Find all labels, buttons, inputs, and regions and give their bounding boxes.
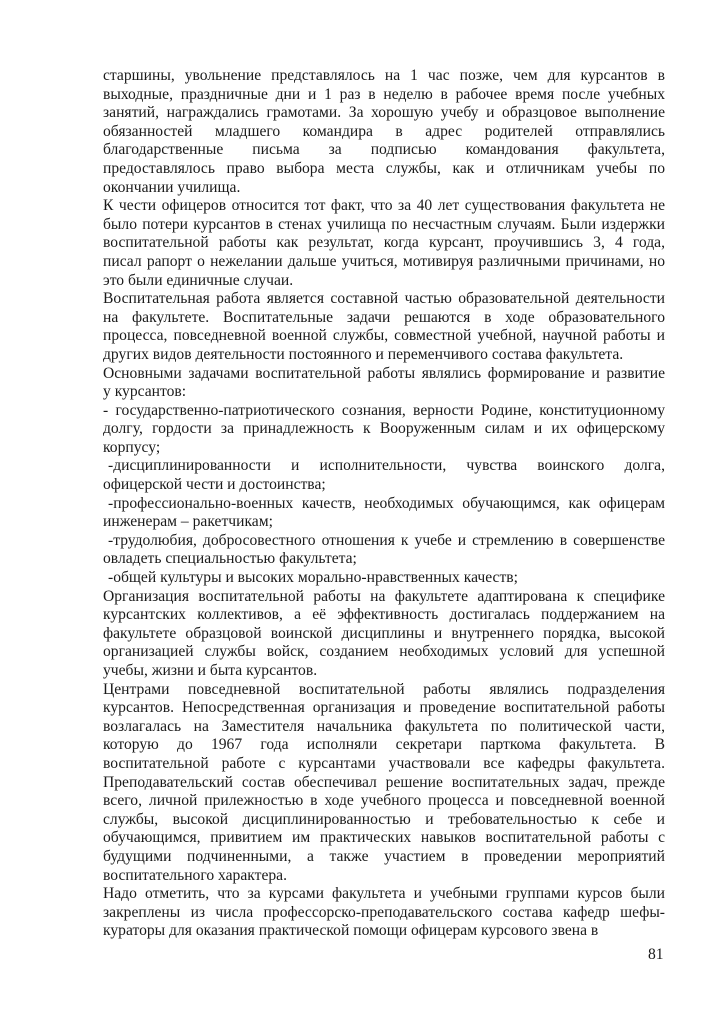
text-line: -профессионально-военных качеств, необходимых обучающимся, как офицерам bbox=[108, 494, 665, 512]
text-line: занятий, награждались грамотами. За хорошую учебу и образцовое выполнение bbox=[103, 104, 665, 122]
text-line: долгу, гордости за принадлежность к Вооруженным силам и их офицерскому bbox=[103, 420, 665, 438]
text-line: Основными задачами воспитательной работы являлись формирование и развитие bbox=[103, 364, 665, 382]
text-line: кураторы для оказания практической помощи офицерам курсового звена в bbox=[103, 922, 599, 940]
text-line: Организация воспитательной работы на факультете адаптирована к специфике bbox=[103, 587, 665, 605]
text-line: Надо отметить, что за курсами факультета и учебными группами курсов были bbox=[103, 885, 665, 903]
text-line: корпусу; bbox=[103, 438, 161, 456]
text-line: воспитательного характера. bbox=[103, 866, 288, 884]
text-line: благодарственные письма за подписью командования факультета, bbox=[103, 141, 665, 159]
text-line: писал рапорт о нежелании дальше учиться, мотивируя различными причинами, но bbox=[103, 252, 665, 270]
text-line: других видов деятельности постоянного и переменчивого состава факультета. bbox=[103, 345, 624, 363]
text-line: - государственно-патриотического сознания, верности Родине, конституционному bbox=[103, 401, 665, 419]
text-line: Воспитательная работа является составной частью образовательной деятельности bbox=[103, 290, 665, 308]
text-line: которую до 1967 года исполняли секретари парткома факультета. В bbox=[103, 736, 665, 754]
text-line: овладеть специальностью факультета; bbox=[103, 550, 357, 568]
text-line: предоставлялось право выбора места службы, как и отличникам учебы по bbox=[103, 159, 665, 177]
text-line: -трудолюбия, добросовестного отношения к учебе и стремлению в совершенстве bbox=[108, 531, 665, 549]
text-line: обучающимся, привитием им практических навыков воспитательной работы с bbox=[103, 829, 665, 847]
text-line: возлагалась на Заместителя начальника факультета по политической части, bbox=[103, 717, 665, 735]
text-line: процесса, повседневной военной службы, совместной учебной, научной работы и bbox=[103, 327, 665, 345]
text-line: учебы, жизни и быта курсантов. bbox=[103, 662, 318, 679]
text-line: -дисциплинированности и исполнительности, чувства воинского долга, bbox=[108, 457, 665, 475]
text-line: инженерам – ракетчикам; bbox=[103, 513, 273, 531]
text-line: будущими подчиненными, а также участием в проведении мероприятий bbox=[103, 847, 665, 865]
text-line: это были единичные случаи. bbox=[103, 271, 294, 289]
text-line: воспитательной работе с курсантами участвовали все кафедры факультета. bbox=[103, 754, 665, 772]
text-line: старшины, увольнение представлялось на 1 час позже, чем для курсантов в bbox=[103, 67, 665, 84]
text-line: факультете образцовой воинской дисциплины и внутреннего порядка, высокой bbox=[103, 624, 665, 642]
text-line: офицерской чести и достоинства; bbox=[103, 476, 326, 494]
text-line: К чести офицеров относится тот факт, что за 40 лет существования факультета не bbox=[103, 197, 665, 215]
text-line: на факультете. Воспитательные задачи решаются в ходе образовательного bbox=[103, 308, 665, 326]
text-line: Преподавательский состав обеспечивал решение воспитательных задач, прежде bbox=[103, 773, 665, 791]
text-line: воспитательной работы как результат, когда курсант, проучившись 3, 4 года, bbox=[103, 234, 665, 252]
text-line: -общей культуры и высоких морально-нравственных качеств; bbox=[108, 569, 518, 587]
text-line: окончании училища. bbox=[103, 178, 241, 196]
text-line: выходные, праздничные дни и 1 раз в неделю в рабочее время после учебных bbox=[103, 85, 665, 103]
text-line: курсантов. Непосредственная организация и проведение воспитательной работы bbox=[103, 699, 665, 717]
text-line: обязанностей младшего командира в адрес родителей отправлялись bbox=[103, 122, 665, 140]
text-line: курсантских коллективов, а её эффективность достигалась поддержанием на bbox=[103, 606, 665, 624]
text-line: Центрами повседневной воспитательной работы являлись подразделения bbox=[103, 680, 665, 698]
page-number: 81 bbox=[648, 946, 664, 963]
text-line: организацией службы войск, созданием необходимых условий для успешной bbox=[103, 643, 665, 661]
text-line: у курсантов: bbox=[103, 383, 187, 401]
text-line: службы, высокой дисциплинированностью и требовательностью к себе и bbox=[103, 810, 665, 828]
text-line: закреплены из числа профессорско-преподавательского состава кафедр шефы- bbox=[103, 903, 665, 921]
body-text bbox=[103, 67, 665, 941]
text-line: всего, личной прилежностью в ходе учебного процесса и повседневной военной bbox=[103, 792, 665, 810]
text-line: было потери курсантов в стенах училища по несчастным случаям. Были издержки bbox=[103, 215, 665, 233]
